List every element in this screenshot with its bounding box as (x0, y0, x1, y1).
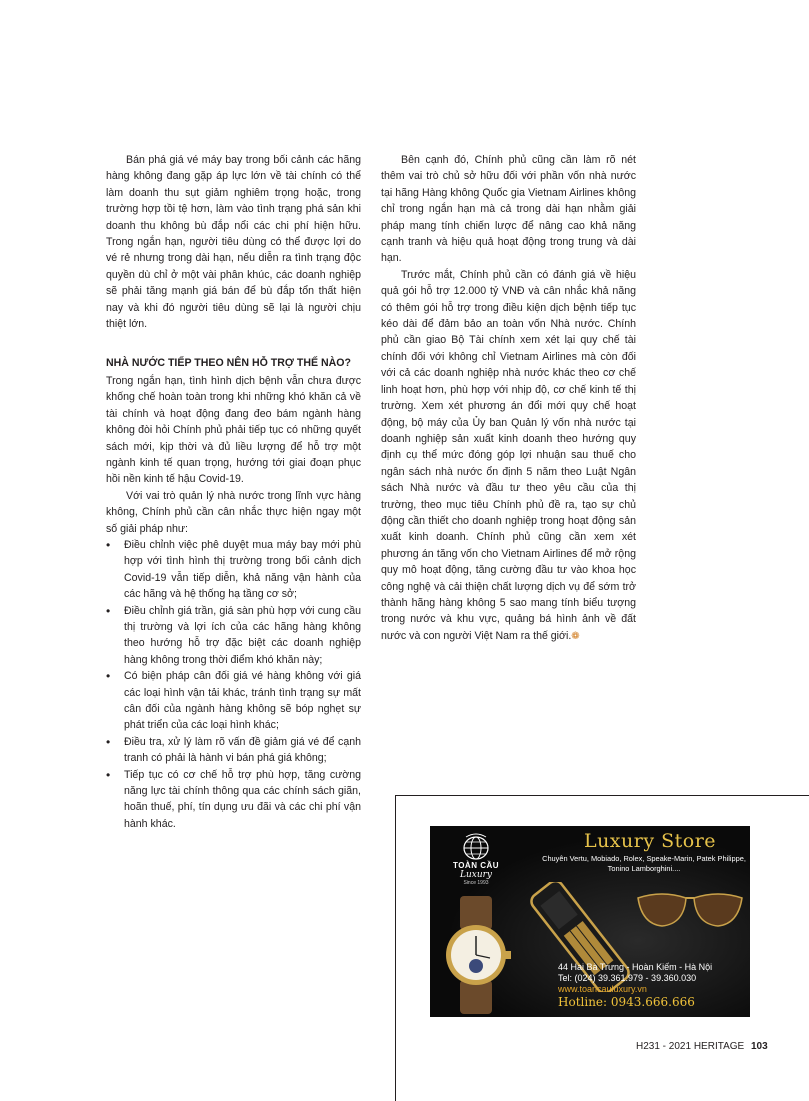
watch-icon (436, 896, 516, 1014)
list-item: • Điều chỉnh giá trần, giá sàn phù hợp với cung cầu thị trường và lợi ích của các hãng hàng không theo hướng hỗ trợ đặc biệt các doanh nghiệp hàng không trong thời điểm khó khăn này; (106, 603, 361, 669)
left-column (106, 152, 361, 832)
list-item: • Điều tra, xử lý làm rõ vấn đề giảm giá vé để cạnh tranh có phải là hành vi bán phá giá không; (106, 734, 361, 767)
list-item: • Có biện pháp cân đối giá vé hàng không với giá các loại hình vận tải khác, tránh tình trạng sự mất cân đối của ngành hàng không sẽ bóp nghẹt sự phát triển của các loại hình khác; (106, 668, 361, 734)
ad-hotline: Hotline: 0943.666.666 (558, 995, 695, 1009)
ad-title: Luxury Store (583, 830, 717, 852)
ad-address: 44 Hai Bà Trưng - Hoàn Kiếm - Hà Nội (558, 962, 713, 972)
brand-logo (436, 832, 516, 886)
luxury-store-ad[interactable] (430, 826, 750, 1017)
page-footer (636, 1041, 768, 1052)
paragraph-short-term: Trong ngắn hạn, tình hình dịch bệnh vẫn chưa được khống chế hoàn toàn trong khi những khó khăn cả về tài chính và hoạt động đang đeo bám ngành hàng không đòi hỏi Chính phủ phải tiếp tục có những quyết sách mới, kịp thời và đủ liều lượng để hỗ trợ một ngành kinh tế quan trọng, hướng tới giai đoạn phục hồi nền kinh tế hậu Covid-19. (106, 374, 361, 486)
intro-paragraph: Bán phá giá vé máy bay trong bối cảnh các hãng hàng không đang gặp áp lực lớn về tài chính có thể làm doanh thu sụt giảm nghiêm trọng hoặc, trong trường hợp tồi tệ hơn, làm vào tình trạng phá sản khi doanh thu không bù đắp nổi các chi phí hiện hữu. Trong ngắn hạn, người tiêu dùng có thể được lợi do vé rẻ nhưng trong dài hạn, nếu diễn ra tình trạng độc quyền dù chỉ ở một vài phân khúc, các doanh nghiệp sẽ phải tăng mạnh giá bán để bù đắp tổn thất hiện nay và khi đó người tiêu dùng sẽ lại là người chịu thiệt lớn. (106, 154, 361, 331)
paragraph-solutions-intro: Với vai trò quản lý nhà nước trong lĩnh vực hàng không, Chính phủ cần cân nhắc thực hiện ngay một số giải pháp như: (106, 489, 361, 535)
page-number: 103 (751, 1041, 768, 1052)
globe-icon (458, 832, 494, 860)
right-column (381, 152, 636, 645)
paragraph-ownership: Bên cạnh đó, Chính phủ cũng cần làm rõ nét thêm vai trò chủ sở hữu đối với phần vốn nhà nước tại hãng Hàng không Quốc gia Vietnam Airlines không chỉ trong ngắn hạn mà cả trong dài hạn nhằm giải pháp mang tính chiến lược để nâng cao khả năng cạnh tranh và hiệu quả hoạt động trong trung và dài hạn. (381, 154, 636, 265)
ad-website-link[interactable]: www.toancauluxury.vn (558, 984, 647, 994)
list-item: • Điều chỉnh việc phê duyệt mua máy bay mới phù hợp với tình hình thị trường trong bối cảnh dịch Covid-19 vẫn tiếp diễn, khả năng vận hành của các hãng và hệ thống hạ tầng cơ sở; (106, 537, 361, 603)
solutions-list (106, 537, 361, 832)
list-item: • Tiếp tục có cơ chế hỗ trợ phù hợp, tăng cường năng lực tài chính thông qua các chính sách giãn, hoãn thuế, phí, tín dụng ưu đãi và các chi phí vận hành khác. (106, 767, 361, 833)
paragraph-recommendations-text: Trước mắt, Chính phủ cần có đánh giá về hiệu quả gói hỗ trợ 12.000 tỷ VNĐ và cân nhắc khả năng có thêm gói hỗ trợ trong điều kiện dịch bệnh tiếp tục kéo dài để đảm bảo an toàn vốn Nhà nước. Chính phủ cần giao Bộ Tài chính xem xét lại quy chế tài chính đối với không chỉ Vietnam Airlines mà còn đối với cả các doanh nghiệp nhà nước khác theo cơ chế linh hoạt hơn, phù hợp với nhịp độ, cơ chế kinh tế thị trường. Xem xét phương án đổi mới quy chế hoạt động, bộ máy của Ủy ban Quản lý vốn nhà nước tại doanh nghiệp sản xuất kinh doanh theo hướng quy định cụ thể mức đóng góp lợi nhuận sau thuế cho ngân sách nhà nước ổn định 5 năm theo Luật Ngân sách Nhà nước và đầu tư theo yêu cầu của thị trường, theo mục tiêu Chính phủ đề ra, tạo sự chủ động cần thiết cho doanh nghiệp trong hoạt động sản xuất kinh doanh. Chính phủ cũng cần xem xét phương án tăng vốn cho Vietnam Airlines để mở rộng quy mô hoạt động, tăng cường đầu tư vào khoa học công nghệ và cải thiện chất lượng dịch vụ để sớm trở thành hãng hàng không 5 sao mang tính biểu tượng trong nước và khu vực, quảng bá hình ảnh về đất nước và con người Việt Nam ra thế giới. (381, 268, 636, 642)
ad-contact (558, 962, 712, 1010)
issue-number: H231 - 2021 (636, 1041, 692, 1052)
magazine-name: HERITAGE (693, 1041, 745, 1052)
paragraph-recommendations (381, 267, 636, 645)
brand-since: Since 1993 (463, 880, 489, 886)
ad-tel: Tel: (024) 39.361.979 - 39.360.030 (558, 973, 697, 983)
sunglasses-icon (634, 886, 746, 934)
brand-name: TOÀN CẦU (452, 861, 500, 870)
end-mark-icon: ❁ (571, 630, 580, 642)
section-heading: NHÀ NƯỚC TIẾP THEO NÊN HỖ TRỢ THẾ NÀO? (106, 357, 352, 370)
ad-subtitle: Chuyên Vertu, Mobiado, Rolex, Speake-Marin, Patek Philippe, Tonino Lamborghini.... (542, 854, 746, 873)
brand-script: Luxury (459, 870, 493, 880)
